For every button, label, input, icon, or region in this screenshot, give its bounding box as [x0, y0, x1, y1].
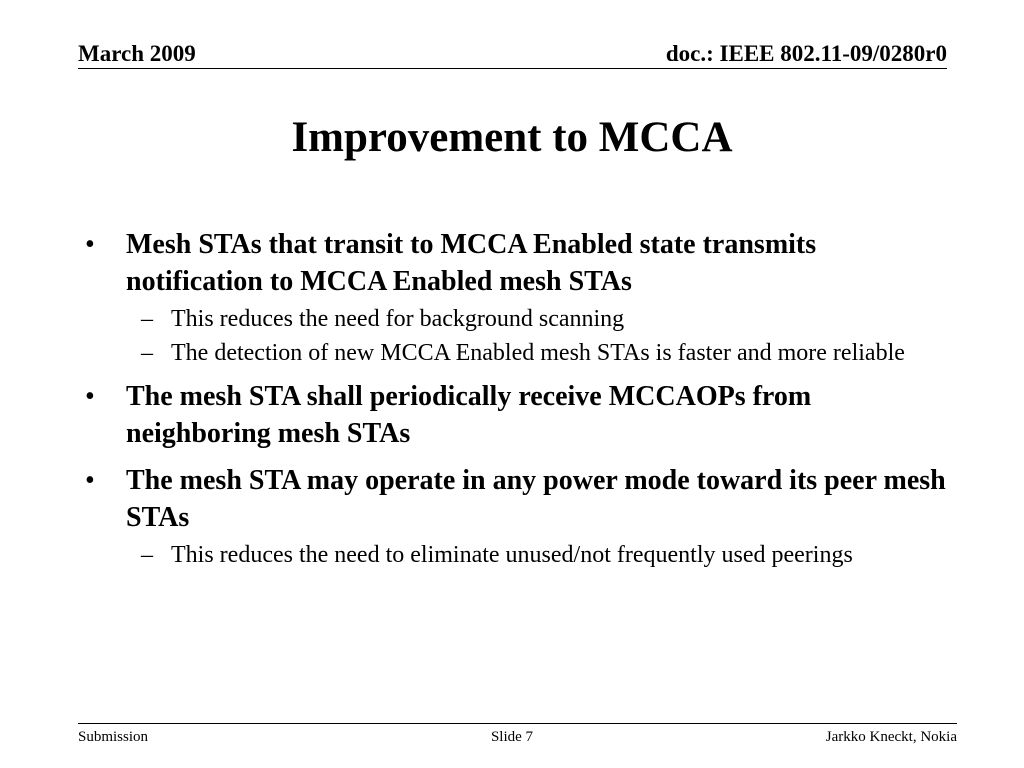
- sub-bullet-mark: –: [141, 542, 153, 568]
- sub-bullet-item: [85, 304, 955, 334]
- footer-divider: [78, 723, 957, 724]
- header-divider: [78, 68, 947, 69]
- header-date: March 2009: [78, 41, 196, 66]
- sub-bullet-item: [85, 338, 955, 368]
- footer-submission: Submission: [78, 729, 149, 745]
- bullet-mark: •: [85, 465, 95, 496]
- sub-bullet-mark: –: [141, 306, 153, 332]
- sub-bullet-text: This reduces the need to eliminate unused/not frequently used peerings: [171, 542, 853, 568]
- bullet-text: Mesh STAs that transit to MCCA Enabled state transmits notification to MCCA Enabled mesh STAs: [126, 229, 817, 297]
- bullet-mark: •: [85, 229, 95, 260]
- sub-bullet-text: This reduces the need for background scanning: [171, 306, 625, 332]
- sub-bullet-text: The detection of new MCCA Enabled mesh STAs is faster and more reliable: [171, 340, 905, 366]
- bullet-text: The mesh STA shall periodically receive MCCAOPs from neighboring mesh STAs: [126, 381, 812, 449]
- sub-bullet-item: [85, 540, 955, 570]
- sub-bullet-mark: –: [141, 340, 153, 366]
- bullet-text: The mesh STA may operate in any power mode toward its peer mesh STAs: [126, 465, 946, 533]
- bullet-item: [85, 226, 955, 300]
- header-doc-id: doc.: IEEE 802.11-09/0280r0: [665, 41, 947, 66]
- slide-body: [85, 226, 955, 570]
- bullet-mark: •: [85, 381, 95, 412]
- bullet-item: [85, 378, 955, 452]
- footer-slide-number: Slide 7: [490, 729, 534, 745]
- slide-title: Improvement to MCCA: [291, 114, 733, 161]
- bullet-item: [85, 462, 955, 536]
- footer-author: Jarkko Kneckt, Nokia: [825, 729, 957, 745]
